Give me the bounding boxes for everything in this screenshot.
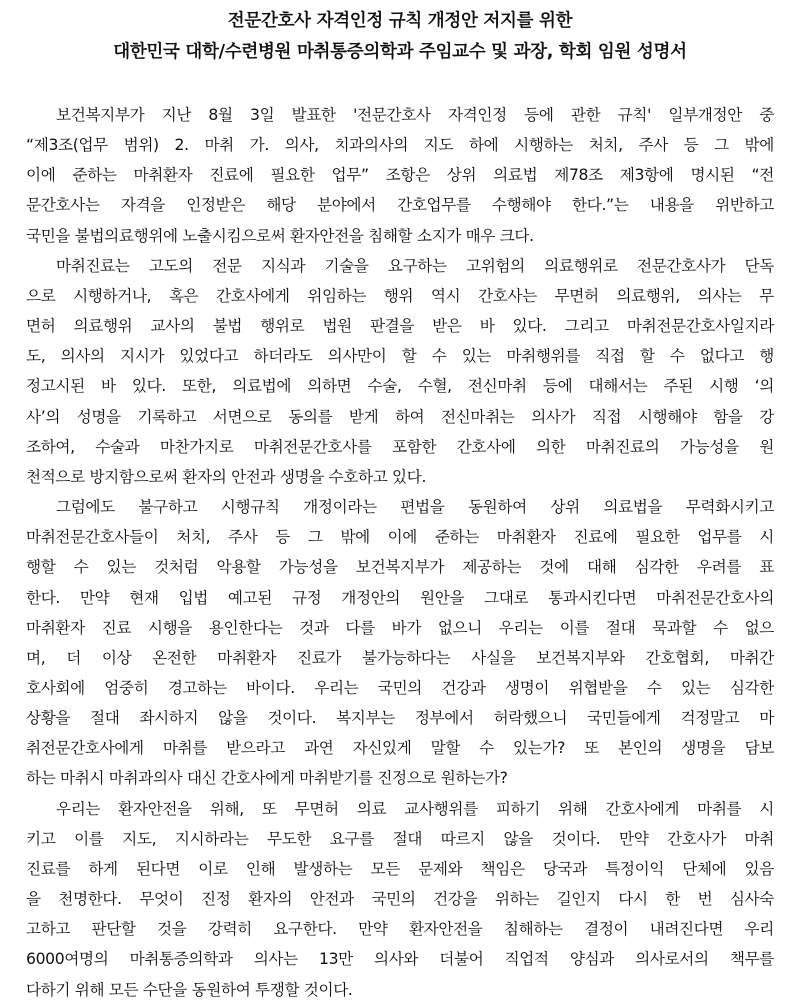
text-line: 한다. 만약 현재 입법 예고된 규정 개정안의 원안을 그대로 통과시킨다면 마취전문간호사의 [26, 588, 774, 607]
paragraph-4 [26, 794, 774, 1005]
text-line: 고하고 판단할 것을 강력히 요구한다. 만약 환자안전을 침해하는 결정이 내려진다면 우리 [26, 920, 774, 939]
text-line: 키고 이를 지도, 지시하라는 무도한 요구를 절대 따르지 않을 것이다. 만약 간호사가 마취 [26, 829, 774, 848]
text-line: 으로 시행하거나, 혹은 간호사에게 위임하는 행위 역시 간호사는 무면허 의료행위, 의사는 무 [26, 286, 774, 305]
document-title [26, 6, 774, 68]
paragraph-2 [26, 251, 774, 492]
text-line: 문간호사는 자격을 인정받은 해당 분야에서 간호업무를 수행해야 한다.”는 내용을 위반하고 [26, 196, 774, 215]
text-line: 마취전문간호사들이 처치, 주사 등 그 밖에 이에 준하는 마취환자 진료에 필요한 업무를 시 [26, 528, 774, 547]
text-line: 정고시된 바 있다. 또한, 의료법에 의하면 수술, 수혈, 전신마취 등에 대해서는 주된 시행 ‘의 [26, 377, 774, 396]
text-line: 진료를 하게 된다면 이로 인해 발생하는 모든 문제와 책임은 당국과 특정이익 단체에 있음 [26, 859, 774, 878]
title-line: 대한민국 대학/수련병원 마취통증의학과 주임교수 및 과장, 학회 임원 성명서 [113, 42, 687, 62]
text-line: 천적으로 방지함으로써 환자의 안전과 생명을 수호하고 있다. [26, 467, 427, 486]
paragraph-1 [26, 100, 774, 251]
paragraph-3 [26, 492, 774, 794]
text-line: 이에 준하는 마취환자 진료에 필요한 업무” 조항은 상위 의료법 제78조 제3항에 명시된 “전 [26, 166, 774, 185]
text-line: 행할 수 있는 것처럼 악용할 가능성을 보건복지부가 제공하는 것에 대해 심각한 우려를 표 [26, 558, 774, 577]
text-line: 다하기 위해 모든 수단을 동원하여 투쟁할 것이다. [26, 980, 353, 999]
text-line: “제3조(업무 범위) 2. 마취 가. 의사, 치과의사의 지도 하에 시행하는 처치, 주사 등 그 밖에 [26, 136, 774, 155]
text-line: 마취환자 진료 시행을 용인한다는 것과 다를 바가 없으니 우리는 이를 절대 묵과할 수 없으 [26, 618, 774, 637]
text-line: 조하여, 수술과 마찬가지로 마취전문간호사를 포함한 간호사에 의한 마취진료의 가능성을 원 [26, 437, 774, 456]
text-line: 6000여명의 마취통증의학과 의사는 13만 의사와 더불어 직업적 양심과 의사로서의 책무를 [26, 950, 774, 969]
text-line: 그럼에도 불구하고 시행규칙 개정이라는 편법을 동원하여 상위 의료법을 무력화시키고 [56, 498, 774, 517]
text-line: 상황을 절대 좌시하지 않을 것이다. 복지부는 정부에서 허락했으니 국민들에게 걱정말고 마 [26, 709, 774, 728]
text-line: 을 천명한다. 무엇이 진정 환자의 안전과 국민의 건강을 위하는 길인지 다시 한 번 심사숙 [26, 890, 774, 909]
text-line: 호사회에 엄중히 경고하는 바이다. 우리는 국민의 건강과 생명이 위협받을 수 있는 심각한 [26, 678, 774, 697]
text-line: 취전문간호사에게 마취를 받으라고 과연 자신있게 말할 수 있는가? 또 본인의 생명을 담보 [26, 739, 774, 758]
text-line: 하는 마취시 마취과의사 대신 간호사에게 마취받기를 진정으로 원하는가? [26, 769, 508, 788]
text-line: 보건복지부가 지난 8월 3일 발표한 '전문간호사 자격인정 등에 관한 규칙' 일부개정안 중 [56, 106, 774, 124]
text-line: 도, 의사의 지시가 있었다고 하더라도 의사만이 할 수 있는 마취행위를 직접 할 수 없다고 행 [26, 347, 774, 366]
text-line: 국민을 불법의료행위에 노출시킴으로써 환자안전을 침해할 소지가 매우 크다. [26, 226, 534, 245]
text-line: 사’의 성명을 기록하고 서면으로 동의를 받게 하여 전신마취는 의사가 직접 시행해야 함을 강 [26, 407, 774, 426]
title-line: 전문간호사 자격인정 규칙 개정안 저지를 위한 [227, 11, 573, 31]
text-line: 면허 의료행위 교사의 불법 행위로 법원 판결을 받은 바 있다. 그리고 마취전문간호사일지라 [26, 317, 774, 336]
text-line: 마취진료는 고도의 전문 지식과 기술을 요구하는 고위험의 의료행위로 전문간호사가 단독 [56, 256, 774, 275]
text-line: 우리는 환자안전을 위해, 또 무면허 의료 교사행위를 피하기 위해 간호사에게 마취를 시 [56, 799, 774, 818]
text-line: 며, 더 이상 온전한 마취환자 진료가 불가능하다는 사실을 보건복지부와 간호협회, 마취간 [26, 648, 774, 667]
